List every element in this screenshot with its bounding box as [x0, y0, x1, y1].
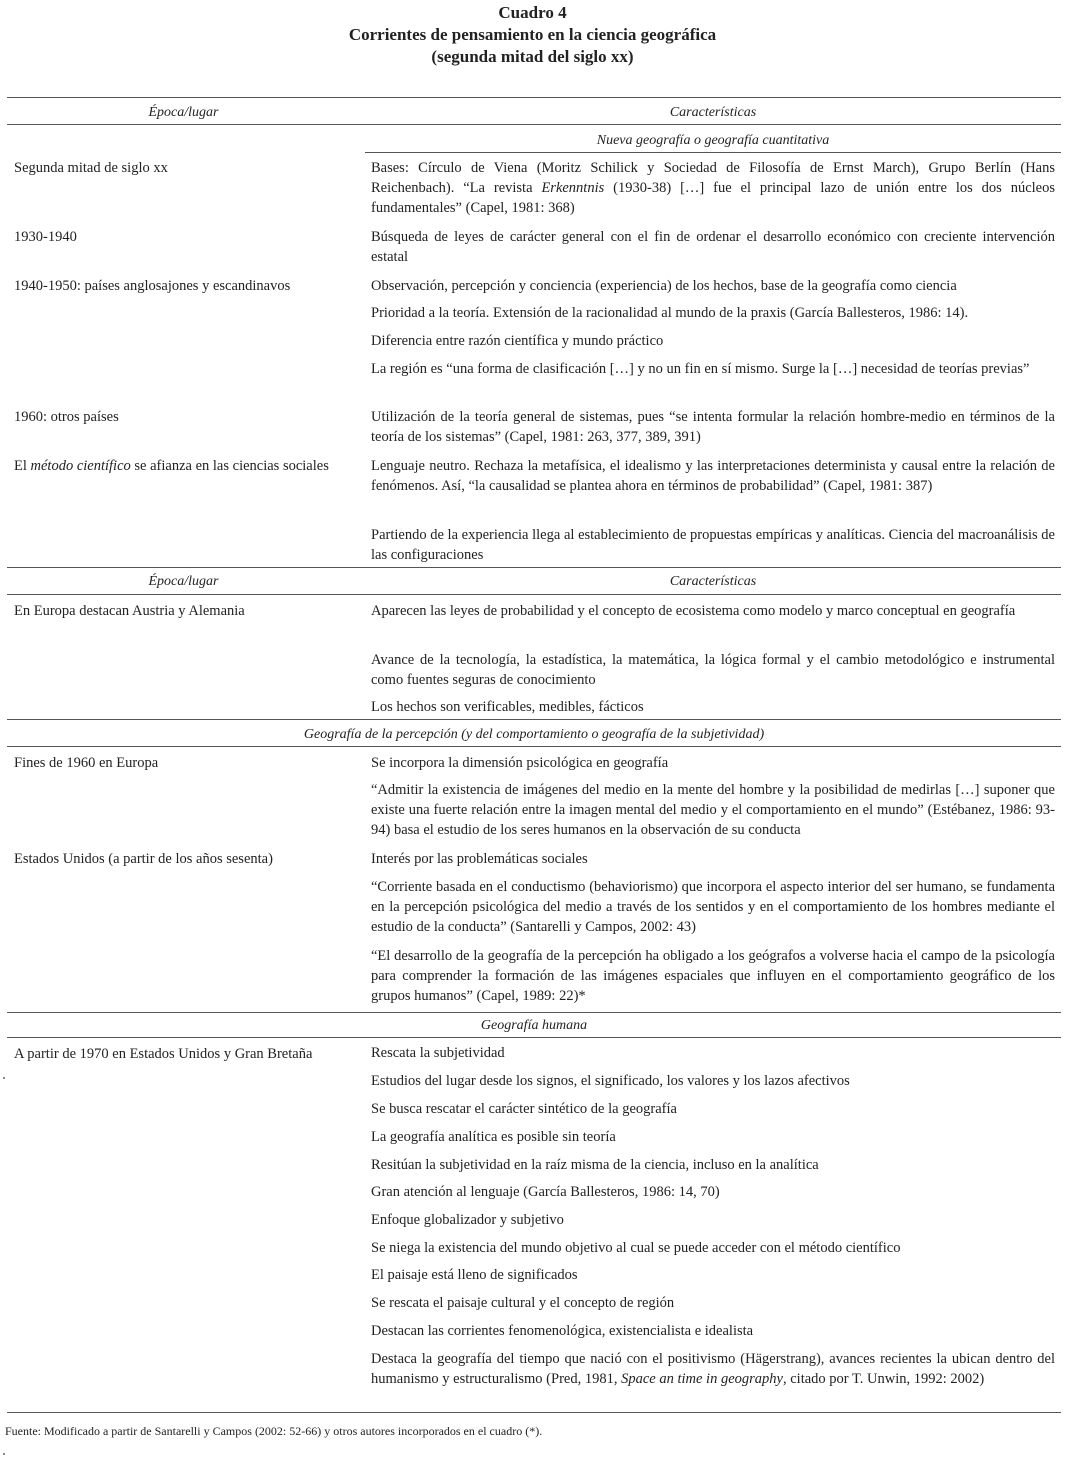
caracteristica-cell: Se niega la existencia del mundo objetivo al cual se puede acceder con el método científico: [371, 1240, 901, 1256]
caracteristica-cell: “Corriente basada en el conductismo (behaviorismo) que incorpora el aspecto interior del ser humano, se fundamenta en la percepción psicológica del medio a través de los sentidos y en el comportamiento de los hombres mediante el estudio de la conducta” (Santarelli y Campos, 2002: 43): [371, 879, 1055, 935]
epoca-cell: Estados Unidos (a partir de los años sesenta): [14, 851, 273, 867]
caracteristica-cell: Destaca la geografía del tiempo que nació con el positivismo (Hägerstrang), avances recientes la ubican dentro del humanismo y estructuralismo (Pred, 1981, Space an time in geography, citado por T. Unwin, 1992: 2002): [371, 1351, 1055, 1387]
section-percepcion: Geografía de la percepción (y del comportamiento o geografía de la subjetividad): [303, 727, 765, 742]
caracteristica-cell: Observación, percepción y conciencia (experiencia) de los hechos, base de la geografía como ciencia: [371, 278, 957, 294]
header-epoca: Época/lugar: [148, 105, 219, 120]
caracteristica-cell: Rescata la subjetividad: [371, 1045, 505, 1061]
table-title: [0, 2, 1065, 68]
title-line-1: Cuadro 4: [498, 3, 567, 22]
section-rule: [365, 152, 1061, 153]
caracteristica-cell: Búsqueda de leyes de carácter general con el fin de ordenar el desarrollo económico con creciente intervención estatal: [371, 229, 1055, 265]
caracteristica-cell: Diferencia entre razón científica y mundo práctico: [371, 333, 664, 349]
header-rule-2: [7, 594, 1061, 595]
caracteristica-cell: Se incorpora la dimensión psicológica en geografía: [371, 755, 669, 771]
epoca-cell: 1940-1950: países anglosajones y escandinavos: [14, 278, 291, 294]
caracteristica-cell: Se busca rescatar el carácter sintético de la geografía: [371, 1101, 677, 1117]
title-line-2: Corrientes de pensamiento en la ciencia geográfica: [348, 25, 717, 44]
section-rule-3-top: [7, 1012, 1061, 1013]
section-geografia-humana: Geografía humana: [480, 1018, 588, 1033]
caracteristica-cell: El paisaje está lleno de significados: [371, 1267, 578, 1283]
caracteristica-cell: Resitúan la subjetividad en la raíz misma de la ciencia, incluso en la analítica: [371, 1157, 819, 1173]
caracteristica-cell: Avance de la tecnología, la estadística, la matemática, la lógica formal y el cambio metodológico e instrumental como fuentes seguras de conocimiento: [371, 652, 1055, 688]
epoca-cell: 1930-1940: [14, 229, 77, 245]
scan-mark: [3, 1077, 5, 1079]
caracteristica-cell: La geografía analítica es posible sin teoría: [371, 1129, 616, 1145]
header-rule: [7, 124, 1061, 125]
section-nueva-geografia: Nueva geografía o geografía cuantitativa: [596, 133, 830, 148]
caracteristica-cell: Estudios del lugar desde los signos, el significado, los valores y los lazos afectivos: [371, 1073, 850, 1089]
caracteristica-cell: Los hechos son verificables, medibles, fácticos: [371, 699, 644, 715]
section-rule-2-bottom: [7, 746, 1061, 747]
caracteristica-cell: Interés por las problemáticas sociales: [371, 851, 588, 867]
epoca-cell: Fines de 1960 en Europa: [14, 755, 159, 771]
epoca-cell: A partir de 1970 en Estados Unidos y Gran Bretaña: [14, 1046, 313, 1062]
caracteristica-cell: Lenguaje neutro. Rechaza la metafísica, el idealismo y las interpretaciones determinista y causal entre la relación de fenómenos. Así, “la causalidad se plantea ahora en términos de probabilidad” (Capel, 1981: 387): [371, 458, 1055, 494]
header-caracteristicas: Características: [669, 105, 757, 120]
caracteristica-cell: Destacan las corrientes fenomenológica, existencialista e idealista: [371, 1323, 754, 1339]
section-rule-3-bottom: [7, 1037, 1061, 1038]
caracteristica-cell: Aparecen las leyes de probabilidad y el concepto de ecosistema como modelo y marco conceptual en geografía: [371, 603, 1016, 619]
caracteristica-cell: “El desarrollo de la geografía de la percepción ha obligado a los geógrafos a volverse hacia el campo de la psicología para comprender la formación de las imágenes espaciales que influyen en el comportamiento geográfico de los grupos humanos” (Capel, 1989: 22)*: [371, 948, 1055, 1004]
epoca-cell: El método científico se afianza en las ciencias sociales: [14, 458, 329, 474]
section-rule-2-top: [7, 719, 1061, 720]
caracteristica-cell: Se rescata el paisaje cultural y el concepto de región: [371, 1295, 675, 1311]
header-caracteristicas-2: Características: [669, 574, 757, 589]
caracteristica-cell: Gran atención al lenguaje (García Ballesteros, 1986: 14, 70): [371, 1184, 720, 1200]
caracteristica-cell: Bases: Círculo de Viena (Moritz Schilick y Sociedad de Filosofía de Ernst March), Grupo Berlín (Hans Reichenbach). “La revista Erkenntnis (1930-38) […] fue el principal lazo de unión entre los dos núcleos fundamentales” (Capel, 1981: 368): [371, 160, 1055, 216]
epoca-cell: Segunda mitad de siglo xx: [14, 160, 168, 176]
caracteristica-cell: Prioridad a la teoría. Extensión de la racionalidad al mundo de la praxis (García Ballesteros, 1986: 14).: [371, 305, 969, 321]
scan-mark: [3, 1453, 5, 1455]
caracteristica-cell: Partiendo de la experiencia llega al establecimiento de propuestas empíricas y analíticas. Ciencia del macroanálisis de las configuraciones: [371, 527, 1055, 563]
bottom-rule: [7, 1412, 1061, 1413]
caracteristica-cell: “Admitir la existencia de imágenes del medio en la mente del hombre y la posibilidad de medirlas […] suponer que existe una fuerte relación entre la imagen mental del medio y el comportamiento en el mundo” (Estébanez, 1986: 93-94) basa el estudio de los seres humanos en la observación de su conducta: [371, 782, 1055, 838]
caracteristica-cell: Enfoque globalizador y subjetivo: [371, 1212, 564, 1228]
caracteristica-cell: Utilización de la teoría general de sistemas, pues “se intenta formular la relación hombre-medio en términos de la teoría de los sistemas” (Capel, 1981: 263, 377, 389, 391): [371, 409, 1055, 445]
source-note: Fuente: Modificado a partir de Santarelli y Campos (2002: 52-66) y otros autores incorporados en el cuadro (*).: [5, 1424, 543, 1438]
epoca-cell: En Europa destacan Austria y Alemania: [14, 603, 245, 619]
title-line-3: (segunda mitad del siglo xx): [431, 47, 634, 66]
epoca-cell: 1960: otros países: [14, 409, 119, 425]
caracteristica-cell: La región es “una forma de clasificación […] y no un fin en sí mismo. Surge la […] necesidad de teorías previas”: [371, 361, 1030, 377]
header-epoca-2: Época/lugar: [148, 574, 219, 589]
top-rule: [7, 97, 1061, 98]
row-rule: [7, 567, 1061, 568]
